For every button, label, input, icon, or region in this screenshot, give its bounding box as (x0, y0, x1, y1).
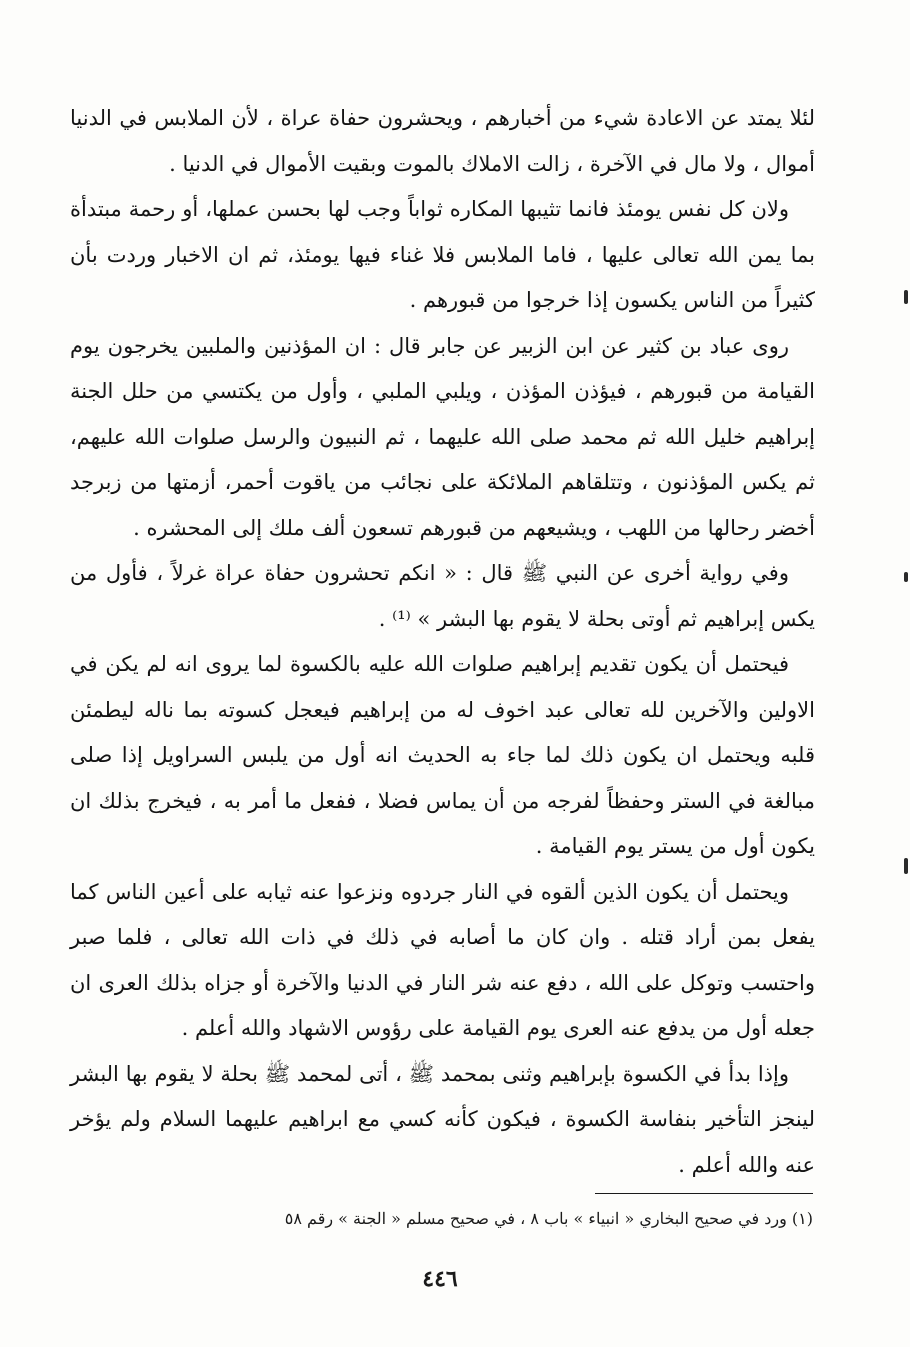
paragraph-1: لئلا يمتد عن الاعادة شيء من أخبارهم ، ويحشرون حفاة عراة ، لأن الملابس في الدنيا أموال ، ولا مال في الآخرة ، زالت الاملاك بالموت وبقيت الأموال في الدنيا . (70, 106, 815, 176)
footnote: (١) ورد في صحيح البخاري « انبياء » باب ٨ ، في صحيح مسلم « الجنة » رقم ٥٨ (284, 1209, 813, 1228)
scan-edge-mark (904, 858, 908, 874)
paragraph-3: روى عباد بن كثير عن ابن الزبير عن جابر قال : ان المؤذنين والملبين يخرجون يوم القيامة من قبورهم ، فيؤذن المؤذن ، ويلبي الملبي ، وأول من يكتسي من حلل الجنة إبراهيم خليل الله ثم محمد صلى الله عليهما ، ثم النبيون والرسل صلوات الله عليهم، ثم يكس المؤذنون ، وتتلقاهم الملائكة على نجائب من ياقوت أحمر، أزمتها من زبرجد أخضر رحالها من اللهب ، ويشيعهم من قبورهم تسعون ألف ملك إلى المحشره . (70, 333, 815, 540)
paragraph-6: ويحتمل أن يكون الذين ألقوه في النار جردوه ونزعوا عنه ثيابه على أعين الناس كما يفعل بمن أراد قتله . وان كان ما أصابه في ذلك في ذات الله تعالى ، فلما صبر واحتسب وتوكل على الله ، دفع عنه شر النار في الدنيا والآخرة أو جزاه بذلك العرى ان جعله أول من يدفع عنه العرى يوم القيامة على رؤوس الاشهاد والله أعلم . (70, 879, 815, 1040)
page-number: ٤٤٦ (422, 1266, 458, 1292)
paragraph-7: وإذا بدأ في الكسوة بإبراهيم وثنى بمحمد ﷺ ، أتى لمحمد ﷺ بحلة لا يقوم بها البشر لينجز التأخير بنفاسة الكسوة ، فيكون كأنه كسي مع ابراهيم عليهما السلام ولم يؤخر عنه والله أعلم . (70, 1061, 815, 1177)
paragraph-2: ولان كل نفس يومئذ فانما تثيبها المكاره ثواباً وجب لها بحسن عملها، أو رحمة مبتدأة بما يمن الله تعالى عليها ، فاما الملابس فلا غناء فيها يومئذ، ثم ان الاخبار وردت بأن كثيراً من الناس يكسون إذا خرجوا من قبورهم . (70, 197, 815, 312)
scan-edge-mark (904, 572, 908, 582)
footnote-divider (595, 1193, 813, 1194)
paragraph-5: فيحتمل أن يكون تقديم إبراهيم صلوات الله عليه بالكسوة لما يروى انه لم يكن في الاولين والآخرين لله تعالى عبد اخوف له من إبراهيم فيعجل كسوته بما ناله ليطمئن قلبه ويحتمل ان يكون ذلك لما جاء به الحديث انه أول من يلبس السراويل إذا صلى مبالغة في الستر وحفظاً لفرجه من أن يماس فضلا ، ففعل ما أمر به ، فيخرج بذلك ان يكون أول من يستر يوم القيامة . (70, 652, 815, 858)
paragraph-4: وفي رواية أخرى عن النبي ﷺ قال : « انكم تحشرون حفاة عراة غرلاً ، فأول من يكس إبراهيم ثم أوتى بحلة لا يقوم بها البشر » ⁽¹⁾ . (70, 561, 815, 631)
main-text-block (70, 96, 815, 1188)
scan-edge-mark (904, 290, 908, 304)
